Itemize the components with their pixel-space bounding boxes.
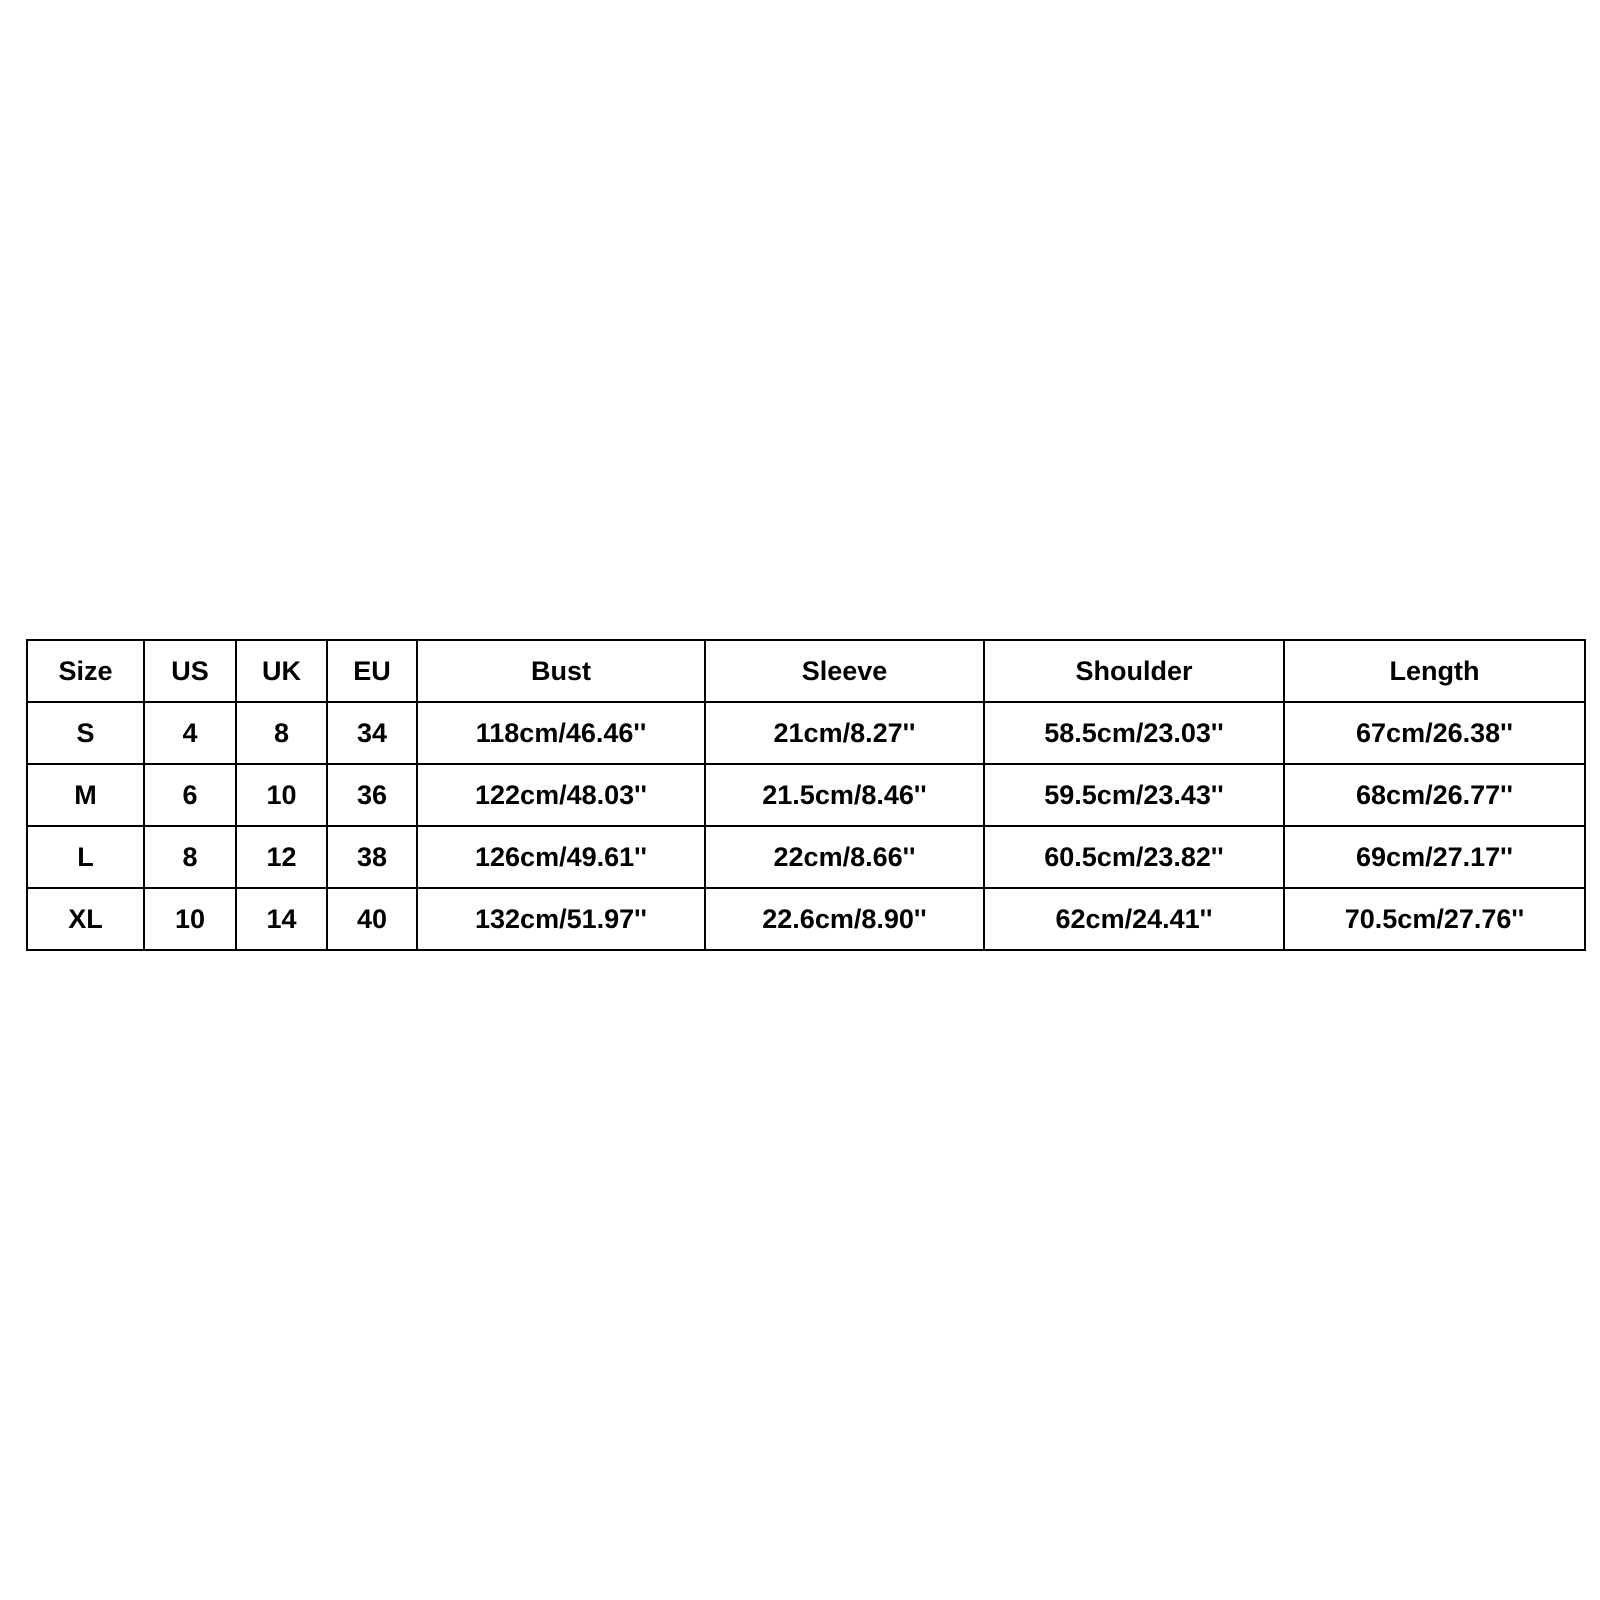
table-row [27, 764, 1585, 826]
cell-uk: 10 [236, 764, 327, 826]
header-shoulder: Shoulder [984, 640, 1284, 702]
size-chart-table [26, 639, 1586, 951]
cell-us: 6 [144, 764, 236, 826]
cell-eu: 34 [327, 702, 417, 764]
cell-bust: 132cm/51.97'' [417, 888, 705, 950]
table-row [27, 826, 1585, 888]
cell-size: L [27, 826, 144, 888]
cell-length: 69cm/27.17'' [1284, 826, 1585, 888]
cell-eu: 36 [327, 764, 417, 826]
cell-shoulder: 62cm/24.41'' [984, 888, 1284, 950]
cell-bust: 118cm/46.46'' [417, 702, 705, 764]
cell-size: S [27, 702, 144, 764]
cell-length: 70.5cm/27.76'' [1284, 888, 1585, 950]
cell-us: 8 [144, 826, 236, 888]
table-row [27, 888, 1585, 950]
header-sleeve: Sleeve [705, 640, 984, 702]
cell-shoulder: 58.5cm/23.03'' [984, 702, 1284, 764]
cell-bust: 122cm/48.03'' [417, 764, 705, 826]
cell-eu: 38 [327, 826, 417, 888]
cell-uk: 12 [236, 826, 327, 888]
header-uk: UK [236, 640, 327, 702]
cell-us: 10 [144, 888, 236, 950]
header-length: Length [1284, 640, 1585, 702]
cell-sleeve: 21cm/8.27'' [705, 702, 984, 764]
cell-shoulder: 60.5cm/23.82'' [984, 826, 1284, 888]
cell-length: 67cm/26.38'' [1284, 702, 1585, 764]
header-size: Size [27, 640, 144, 702]
cell-shoulder: 59.5cm/23.43'' [984, 764, 1284, 826]
table-row [27, 702, 1585, 764]
header-us: US [144, 640, 236, 702]
table-header-row [27, 640, 1585, 702]
cell-size: XL [27, 888, 144, 950]
cell-uk: 14 [236, 888, 327, 950]
cell-uk: 8 [236, 702, 327, 764]
cell-sleeve: 22cm/8.66'' [705, 826, 984, 888]
cell-bust: 126cm/49.61'' [417, 826, 705, 888]
cell-sleeve: 21.5cm/8.46'' [705, 764, 984, 826]
cell-size: M [27, 764, 144, 826]
cell-length: 68cm/26.77'' [1284, 764, 1585, 826]
cell-us: 4 [144, 702, 236, 764]
header-eu: EU [327, 640, 417, 702]
header-bust: Bust [417, 640, 705, 702]
cell-eu: 40 [327, 888, 417, 950]
cell-sleeve: 22.6cm/8.90'' [705, 888, 984, 950]
